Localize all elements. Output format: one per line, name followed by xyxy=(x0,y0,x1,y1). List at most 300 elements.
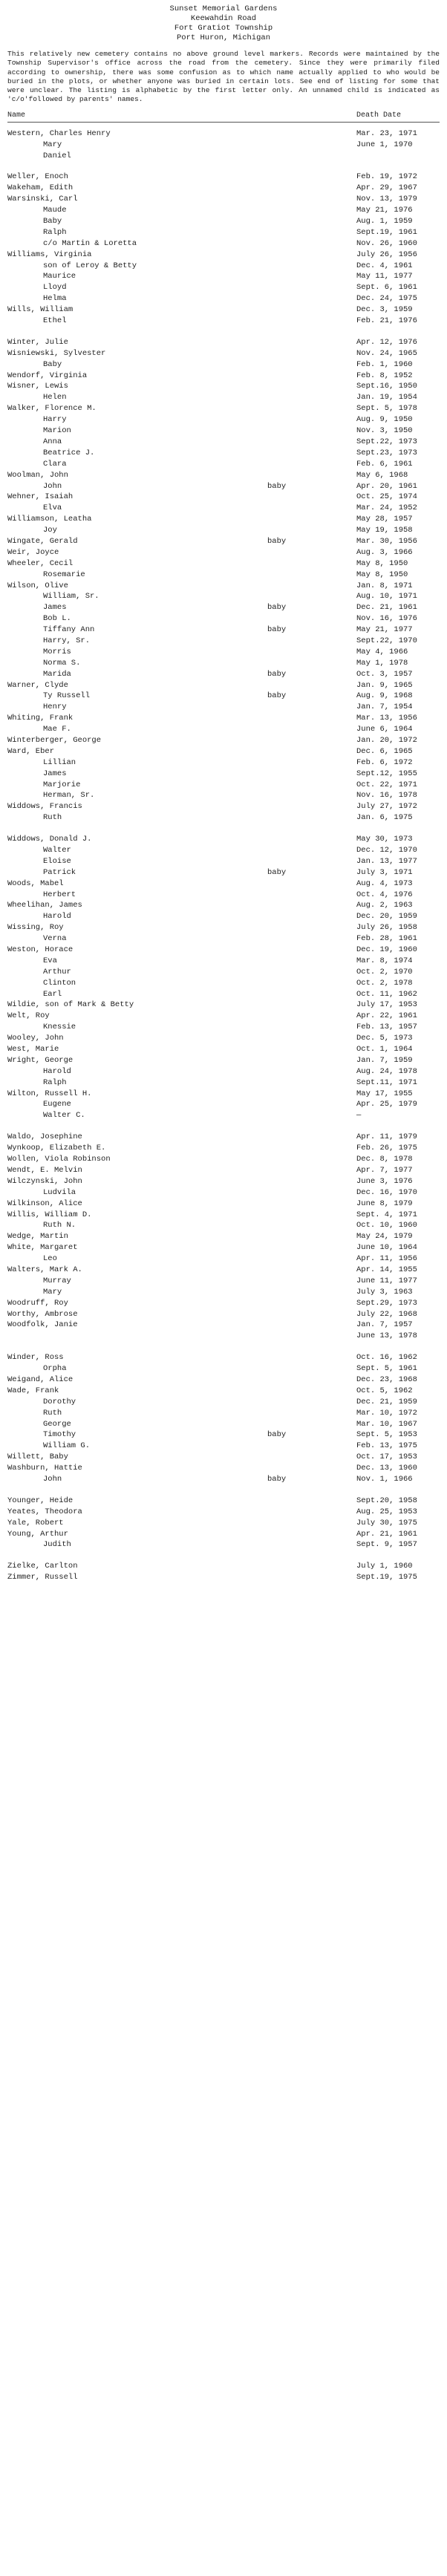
death-date: July 26, 1956 xyxy=(356,250,417,259)
burial-name: Wade, Frank xyxy=(7,1386,59,1395)
death-date: Jan. 8, 1971 xyxy=(356,581,413,590)
burial-name: Knessie xyxy=(43,1023,76,1032)
burial-name: Mary xyxy=(43,140,62,149)
death-date: Sept. 4, 1971 xyxy=(356,1210,417,1219)
list-item xyxy=(0,956,447,968)
list-item xyxy=(0,1475,447,1486)
death-date: Mar. 23, 1971 xyxy=(356,128,417,138)
list-item xyxy=(0,1243,447,1254)
list-item xyxy=(0,1045,447,1056)
list-item xyxy=(0,1023,447,1034)
death-date: Sept.11, 1971 xyxy=(356,1077,417,1087)
burial-name: Willett, Baby xyxy=(7,1452,68,1462)
list-item xyxy=(0,581,447,593)
death-date: Oct. 3, 1957 xyxy=(356,669,413,679)
list-item xyxy=(0,670,447,681)
list-item xyxy=(0,195,447,206)
list-item xyxy=(0,482,447,493)
list-item xyxy=(0,217,447,228)
list-item xyxy=(0,349,447,360)
death-date: May 24, 1979 xyxy=(356,1232,413,1242)
list-item xyxy=(0,714,447,725)
burial-name: Dorothy xyxy=(43,1397,76,1406)
list-item xyxy=(0,1188,447,1199)
death-date: Sept.16, 1950 xyxy=(356,382,417,391)
baby-note: baby xyxy=(267,1430,287,1440)
list-item xyxy=(0,404,447,415)
list-item xyxy=(0,228,447,239)
death-date: Aug. 9, 1968 xyxy=(356,691,413,701)
death-date: Apr. 25, 1979 xyxy=(356,1100,417,1109)
burial-name: son of Leroy & Betty xyxy=(43,261,137,270)
list-item xyxy=(0,261,447,273)
burial-name: Leo xyxy=(43,1254,57,1264)
death-date: Dec. 21, 1961 xyxy=(356,603,417,613)
list-item xyxy=(0,1573,447,1584)
burial-name: Wilton, Russell H. xyxy=(7,1089,92,1098)
list-item xyxy=(0,901,447,912)
death-date: Aug. 9, 1950 xyxy=(356,415,413,425)
death-date: Dec. 23, 1968 xyxy=(356,1375,417,1384)
burial-name: Woodruff, Roy xyxy=(7,1298,68,1308)
list-item xyxy=(0,968,447,979)
burial-name: Winterberger, George xyxy=(7,735,102,745)
list-item xyxy=(0,614,447,625)
burial-name: Patrick xyxy=(43,867,76,877)
burial-name: Waldo, Josephine xyxy=(7,1132,82,1142)
burial-name: Eva xyxy=(43,956,57,965)
list-item xyxy=(0,758,447,769)
death-date: July 3, 1971 xyxy=(356,867,413,877)
burial-name: Williamson, Leatha xyxy=(7,515,92,524)
burial-name: Williams, Virginia xyxy=(7,250,92,259)
burial-name: Whiting, Frank xyxy=(7,714,74,723)
death-date: Oct. 17, 1953 xyxy=(356,1452,417,1462)
group-spacer xyxy=(0,1122,447,1132)
burial-name: Wollen, Viola Robinson xyxy=(7,1155,111,1164)
list-item xyxy=(0,129,447,140)
list-item xyxy=(0,360,447,371)
list-item xyxy=(0,239,447,250)
death-date: May 30, 1973 xyxy=(356,835,413,844)
burial-name: Widdows, Francis xyxy=(7,802,82,812)
list-item xyxy=(0,316,447,327)
list-item xyxy=(0,1562,447,1573)
burial-name: Beatrice J. xyxy=(43,448,95,457)
death-date: Dec. 16, 1970 xyxy=(356,1187,417,1197)
burial-name: John xyxy=(43,481,62,491)
baby-note: baby xyxy=(267,481,287,491)
death-date: Apr. 11, 1979 xyxy=(356,1132,417,1142)
burial-name: Tiffany Ann xyxy=(43,625,95,635)
death-date: Apr. 20, 1961 xyxy=(356,481,417,491)
list-item xyxy=(0,460,447,471)
death-date: Apr. 21, 1961 xyxy=(356,1529,417,1539)
list-item xyxy=(0,636,447,648)
death-date: Nov. 26, 1960 xyxy=(356,238,417,248)
death-date: May 21, 1976 xyxy=(356,206,413,215)
name-column-header: Name xyxy=(7,111,26,120)
list-item xyxy=(0,1530,447,1541)
death-date: May 8, 1950 xyxy=(356,570,408,579)
list-item xyxy=(0,791,447,802)
death-date: Sept. 6, 1961 xyxy=(356,283,417,293)
death-date: Oct. 1, 1964 xyxy=(356,1045,413,1054)
burial-name: Winter, Julie xyxy=(7,337,68,347)
list-item xyxy=(0,515,447,526)
death-date: Aug. 3, 1966 xyxy=(356,547,413,557)
burial-name: Weston, Horace xyxy=(7,945,74,955)
list-item xyxy=(0,1375,447,1386)
death-date: Sept.23, 1973 xyxy=(356,448,417,457)
death-date: Apr. 22, 1961 xyxy=(356,1011,417,1021)
burial-name: Murray xyxy=(43,1276,71,1285)
burial-name: Norma S. xyxy=(43,658,81,668)
death-date: Feb. 1, 1960 xyxy=(356,359,413,369)
burial-name: Woods, Mabel xyxy=(7,878,64,888)
burial-name: Judith xyxy=(43,1540,71,1550)
list-item xyxy=(0,625,447,636)
death-date: May 11, 1977 xyxy=(356,272,413,281)
list-item xyxy=(0,206,447,217)
death-date: Feb. 13, 1957 xyxy=(356,1023,417,1032)
burial-name: Wilczynski, John xyxy=(7,1176,82,1186)
list-item xyxy=(0,1089,447,1100)
burial-name: James xyxy=(43,603,67,613)
burial-name: Worthy, Ambrose xyxy=(7,1309,78,1319)
list-item xyxy=(0,1420,447,1431)
burial-name: Orpha xyxy=(43,1364,67,1374)
burial-name: George xyxy=(43,1419,71,1429)
list-item xyxy=(0,1288,447,1299)
list-item xyxy=(0,492,447,503)
list-item xyxy=(0,1177,447,1188)
death-date: June 1, 1970 xyxy=(356,140,413,149)
burial-name: Ralph xyxy=(43,1077,67,1087)
death-date: Oct. 2, 1970 xyxy=(356,967,413,976)
death-date: Mar. 30, 1956 xyxy=(356,536,417,546)
death-date: July 27, 1972 xyxy=(356,802,417,812)
list-item xyxy=(0,1441,447,1452)
list-item xyxy=(0,1078,447,1089)
death-date: Mar. 8, 1974 xyxy=(356,956,413,965)
list-item xyxy=(0,471,447,482)
death-date: July 22, 1968 xyxy=(356,1309,417,1319)
death-date: Dec. 4, 1961 xyxy=(356,261,413,270)
death-date: Apr. 12, 1976 xyxy=(356,337,417,347)
death-date: Nov. 1, 1966 xyxy=(356,1474,413,1484)
list-item xyxy=(0,592,447,603)
death-date: Nov. 24, 1965 xyxy=(356,348,417,358)
list-item xyxy=(0,1331,447,1343)
death-date: Jan. 20, 1972 xyxy=(356,735,417,745)
list-item xyxy=(0,294,447,305)
burial-name: Baby xyxy=(43,217,62,226)
death-date: June 8, 1979 xyxy=(356,1199,413,1208)
death-date: June 13, 1978 xyxy=(356,1331,417,1341)
intro-paragraph: This relatively new cemetery contains no above ground level markers. Records were maintained by the Township Supervisor's office across the road from the cemetery. Since they were primarily filed according to ownership, there was some confusion as to which name actually applied to who would be buried in the plots, or whether anyone was buried in certain lots. See end of listing for some that were unclear. The listing is alphabetic by the first letter only. An unnamed child is indicated as 'c/o'followed by parents' names. xyxy=(7,50,440,104)
city-name: Port Huron, Michigan xyxy=(176,33,271,42)
list-item xyxy=(0,570,447,581)
list-item xyxy=(0,1409,447,1420)
list-item xyxy=(0,449,447,460)
death-date: Dec. 24, 1975 xyxy=(356,294,417,304)
burial-name: Walters, Mark A. xyxy=(7,1265,82,1274)
death-date: Jan. 7, 1957 xyxy=(356,1320,413,1330)
death-date: Sept. 5, 1961 xyxy=(356,1364,417,1374)
death-date: Dec. 19, 1960 xyxy=(356,945,417,955)
death-date: Feb. 19, 1972 xyxy=(356,172,417,182)
list-item xyxy=(0,747,447,758)
list-item xyxy=(0,1430,447,1441)
list-item xyxy=(0,371,447,382)
list-item xyxy=(0,537,447,548)
burial-name: Wehner, Isaiah xyxy=(7,492,74,502)
burial-name: Weller, Enoch xyxy=(7,172,68,182)
list-item xyxy=(0,681,447,692)
death-date: Dec. 21, 1959 xyxy=(356,1397,417,1406)
burial-name: Yeates, Theodora xyxy=(7,1507,82,1516)
death-date: Dec. 13, 1960 xyxy=(356,1464,417,1473)
list-item xyxy=(0,393,447,404)
cemetery-name: Sunset Memorial Gardens xyxy=(169,4,278,13)
list-item xyxy=(0,1111,447,1122)
list-item xyxy=(0,1452,447,1464)
burial-name: Washburn, Hattie xyxy=(7,1464,82,1473)
death-date: Nov. 13, 1979 xyxy=(356,195,417,204)
group-spacer xyxy=(0,1486,447,1496)
burial-name: Elva xyxy=(43,503,62,513)
burial-name: Wingate, Gerald xyxy=(7,536,78,546)
list-item xyxy=(0,1386,447,1398)
death-date: Apr. 29, 1967 xyxy=(356,183,417,193)
burial-name: Bob L. xyxy=(43,614,71,624)
burial-name: West, Marie xyxy=(7,1045,59,1054)
list-item xyxy=(0,691,447,702)
list-item xyxy=(0,1276,447,1288)
list-item xyxy=(0,702,447,714)
list-item xyxy=(0,857,447,868)
death-date: May 19, 1958 xyxy=(356,526,413,535)
list-item xyxy=(0,1100,447,1111)
death-date: May 4, 1966 xyxy=(356,647,408,656)
list-item xyxy=(0,151,447,163)
burial-name: Wright, George xyxy=(7,1055,74,1065)
list-item xyxy=(0,1221,447,1232)
death-date: Oct. 2, 1978 xyxy=(356,978,413,988)
list-item xyxy=(0,305,447,316)
road-name: Keewahdin Road xyxy=(190,14,257,23)
list-item xyxy=(0,172,447,183)
death-date: Nov. 3, 1950 xyxy=(356,426,413,436)
death-date: Mar. 10, 1972 xyxy=(356,1408,417,1418)
baby-note: baby xyxy=(267,691,287,701)
death-date: Sept. 5, 1978 xyxy=(356,404,417,414)
burial-name: Ludvila xyxy=(43,1187,76,1197)
burial-name: William G. xyxy=(43,1441,91,1451)
column-headers xyxy=(0,111,447,122)
death-date: Oct. 10, 1960 xyxy=(356,1221,417,1230)
list-item xyxy=(0,1507,447,1519)
burial-name: Welt, Roy xyxy=(7,1011,50,1021)
burial-name: Wakeham, Edith xyxy=(7,183,74,193)
burial-name: Helma xyxy=(43,294,67,304)
death-date: May 17, 1955 xyxy=(356,1089,413,1098)
list-item xyxy=(0,437,447,449)
burial-name: Zielke, Carlton xyxy=(7,1562,78,1571)
burial-name: Arthur xyxy=(43,967,71,976)
burial-name: Warner, Clyde xyxy=(7,680,68,690)
death-date: Sept.19, 1975 xyxy=(356,1573,417,1582)
death-date: Jan. 7, 1954 xyxy=(356,702,413,712)
burial-name: Wheelihan, James xyxy=(7,901,82,910)
list-item xyxy=(0,548,447,559)
list-item xyxy=(0,1519,447,1530)
burial-name: Ward, Eber xyxy=(7,746,55,756)
death-date: Mar. 24, 1952 xyxy=(356,503,417,513)
list-item xyxy=(0,1364,447,1375)
burial-name: Baby xyxy=(43,359,62,369)
burial-name: Henry xyxy=(43,702,67,712)
death-date: May 1, 1978 xyxy=(356,658,408,668)
burial-name: Walker, Florence M. xyxy=(7,404,97,414)
list-item xyxy=(0,923,447,934)
death-date: Sept.20, 1958 xyxy=(356,1496,417,1505)
death-date: Aug. 2, 1963 xyxy=(356,901,413,910)
list-item xyxy=(0,1034,447,1045)
group-spacer xyxy=(0,327,447,338)
death-date: July 17, 1953 xyxy=(356,1000,417,1010)
list-item xyxy=(0,1000,447,1011)
burial-name: Clara xyxy=(43,459,67,469)
list-item xyxy=(0,1265,447,1276)
death-date: Jan. 13, 1977 xyxy=(356,856,417,866)
list-item xyxy=(0,802,447,813)
list-item xyxy=(0,338,447,349)
death-date: Feb. 6, 1972 xyxy=(356,757,413,767)
death-date: Apr. 14, 1955 xyxy=(356,1265,417,1274)
death-date: Aug. 4, 1973 xyxy=(356,878,413,888)
death-date: Oct. 5, 1962 xyxy=(356,1386,413,1395)
list-item xyxy=(0,648,447,659)
burial-name: Marion xyxy=(43,426,71,436)
death-date: Feb. 21, 1976 xyxy=(356,316,417,326)
death-date: Aug. 24, 1978 xyxy=(356,1066,417,1076)
list-item xyxy=(0,934,447,945)
burial-name: Rosemarie xyxy=(43,570,85,579)
burial-name: Harry, Sr. xyxy=(43,636,91,645)
burial-name: Wendt, E. Melvin xyxy=(7,1165,82,1175)
burial-name: Joy xyxy=(43,526,57,535)
death-date: Dec. 8, 1978 xyxy=(356,1155,413,1164)
list-item xyxy=(0,1398,447,1409)
burial-name: Wisniewski, Sylvester xyxy=(7,348,106,358)
burial-name: Wooley, John xyxy=(7,1034,64,1043)
burial-name: Yale, Robert xyxy=(7,1518,64,1527)
burial-name: White, Margaret xyxy=(7,1243,78,1253)
burial-name: Lloyd xyxy=(43,283,67,293)
death-date: June 11, 1977 xyxy=(356,1276,417,1285)
death-date: Apr. 7, 1977 xyxy=(356,1165,413,1175)
burial-name: Mae F. xyxy=(43,725,71,734)
burial-name: Willis, William D. xyxy=(7,1210,92,1219)
burial-name: Ruth N. xyxy=(43,1221,76,1230)
burial-name: Wilkinson, Alice xyxy=(7,1199,82,1208)
burial-name: Harry xyxy=(43,415,67,425)
list-item xyxy=(0,659,447,670)
death-date: Aug. 25, 1953 xyxy=(356,1507,417,1516)
death-date: June 10, 1964 xyxy=(356,1243,417,1253)
death-date: Nov. 16, 1978 xyxy=(356,791,417,800)
burial-name: Ruth xyxy=(43,1408,62,1418)
burial-name: Harold xyxy=(43,912,71,922)
burial-name: Lillian xyxy=(43,757,76,767)
baby-note: baby xyxy=(267,669,287,679)
list-item xyxy=(0,272,447,283)
burial-name: Eloise xyxy=(43,856,71,866)
burial-name: Wheeler, Cecil xyxy=(7,558,74,568)
death-date: Mar. 13, 1956 xyxy=(356,714,417,723)
date-column-header: Death Date xyxy=(356,111,402,120)
burial-name: Wilson, Olive xyxy=(7,581,68,590)
burial-name: Harold xyxy=(43,1066,71,1076)
death-date: Sept. 9, 1957 xyxy=(356,1540,417,1550)
list-item xyxy=(0,1464,447,1475)
burial-name: Clinton xyxy=(43,978,76,988)
death-date: Sept. 5, 1953 xyxy=(356,1430,417,1440)
burial-name: Herman, Sr. xyxy=(43,791,95,800)
death-date: Feb. 28, 1961 xyxy=(356,934,417,944)
list-item xyxy=(0,1299,447,1310)
death-date: July 30, 1975 xyxy=(356,1518,417,1527)
list-item xyxy=(0,426,447,437)
death-date: Sept.19, 1961 xyxy=(356,227,417,237)
burial-name: Maude xyxy=(43,206,67,215)
burial-name: Wissing, Roy xyxy=(7,923,64,933)
group-spacer xyxy=(0,1551,447,1562)
header-rule xyxy=(7,122,440,123)
burial-name: Anna xyxy=(43,437,62,446)
burial-name: Timothy xyxy=(43,1430,76,1440)
burial-name: Herbert xyxy=(43,890,76,899)
death-date: May 28, 1957 xyxy=(356,515,413,524)
death-date: Feb. 13, 1975 xyxy=(356,1441,417,1451)
death-date: Nov. 16, 1976 xyxy=(356,614,417,624)
township-name: Fort Gratiot Township xyxy=(174,24,273,33)
death-date: Mar. 10, 1967 xyxy=(356,1419,417,1429)
burial-name: Wynkoop, Elizabeth E. xyxy=(7,1144,106,1153)
list-item xyxy=(0,990,447,1001)
list-item xyxy=(0,1155,447,1166)
list-item xyxy=(0,1232,447,1243)
list-item xyxy=(0,415,447,426)
baby-note: baby xyxy=(267,603,287,613)
list-item xyxy=(0,1132,447,1144)
burial-name: c/o Martin & Loretta xyxy=(43,238,137,248)
death-date: Feb. 26, 1975 xyxy=(356,1144,417,1153)
death-date: Dec. 3, 1959 xyxy=(356,305,413,315)
list-item xyxy=(0,183,447,195)
list-item xyxy=(0,603,447,614)
burial-name: Marjorie xyxy=(43,780,81,789)
baby-note: baby xyxy=(267,1474,287,1484)
list-item xyxy=(0,769,447,780)
group-spacer xyxy=(0,1343,447,1353)
list-item xyxy=(0,1353,447,1364)
burial-name: Weigand, Alice xyxy=(7,1375,74,1384)
death-date: Jan. 6, 1975 xyxy=(356,813,413,823)
death-date: July 3, 1963 xyxy=(356,1287,413,1297)
